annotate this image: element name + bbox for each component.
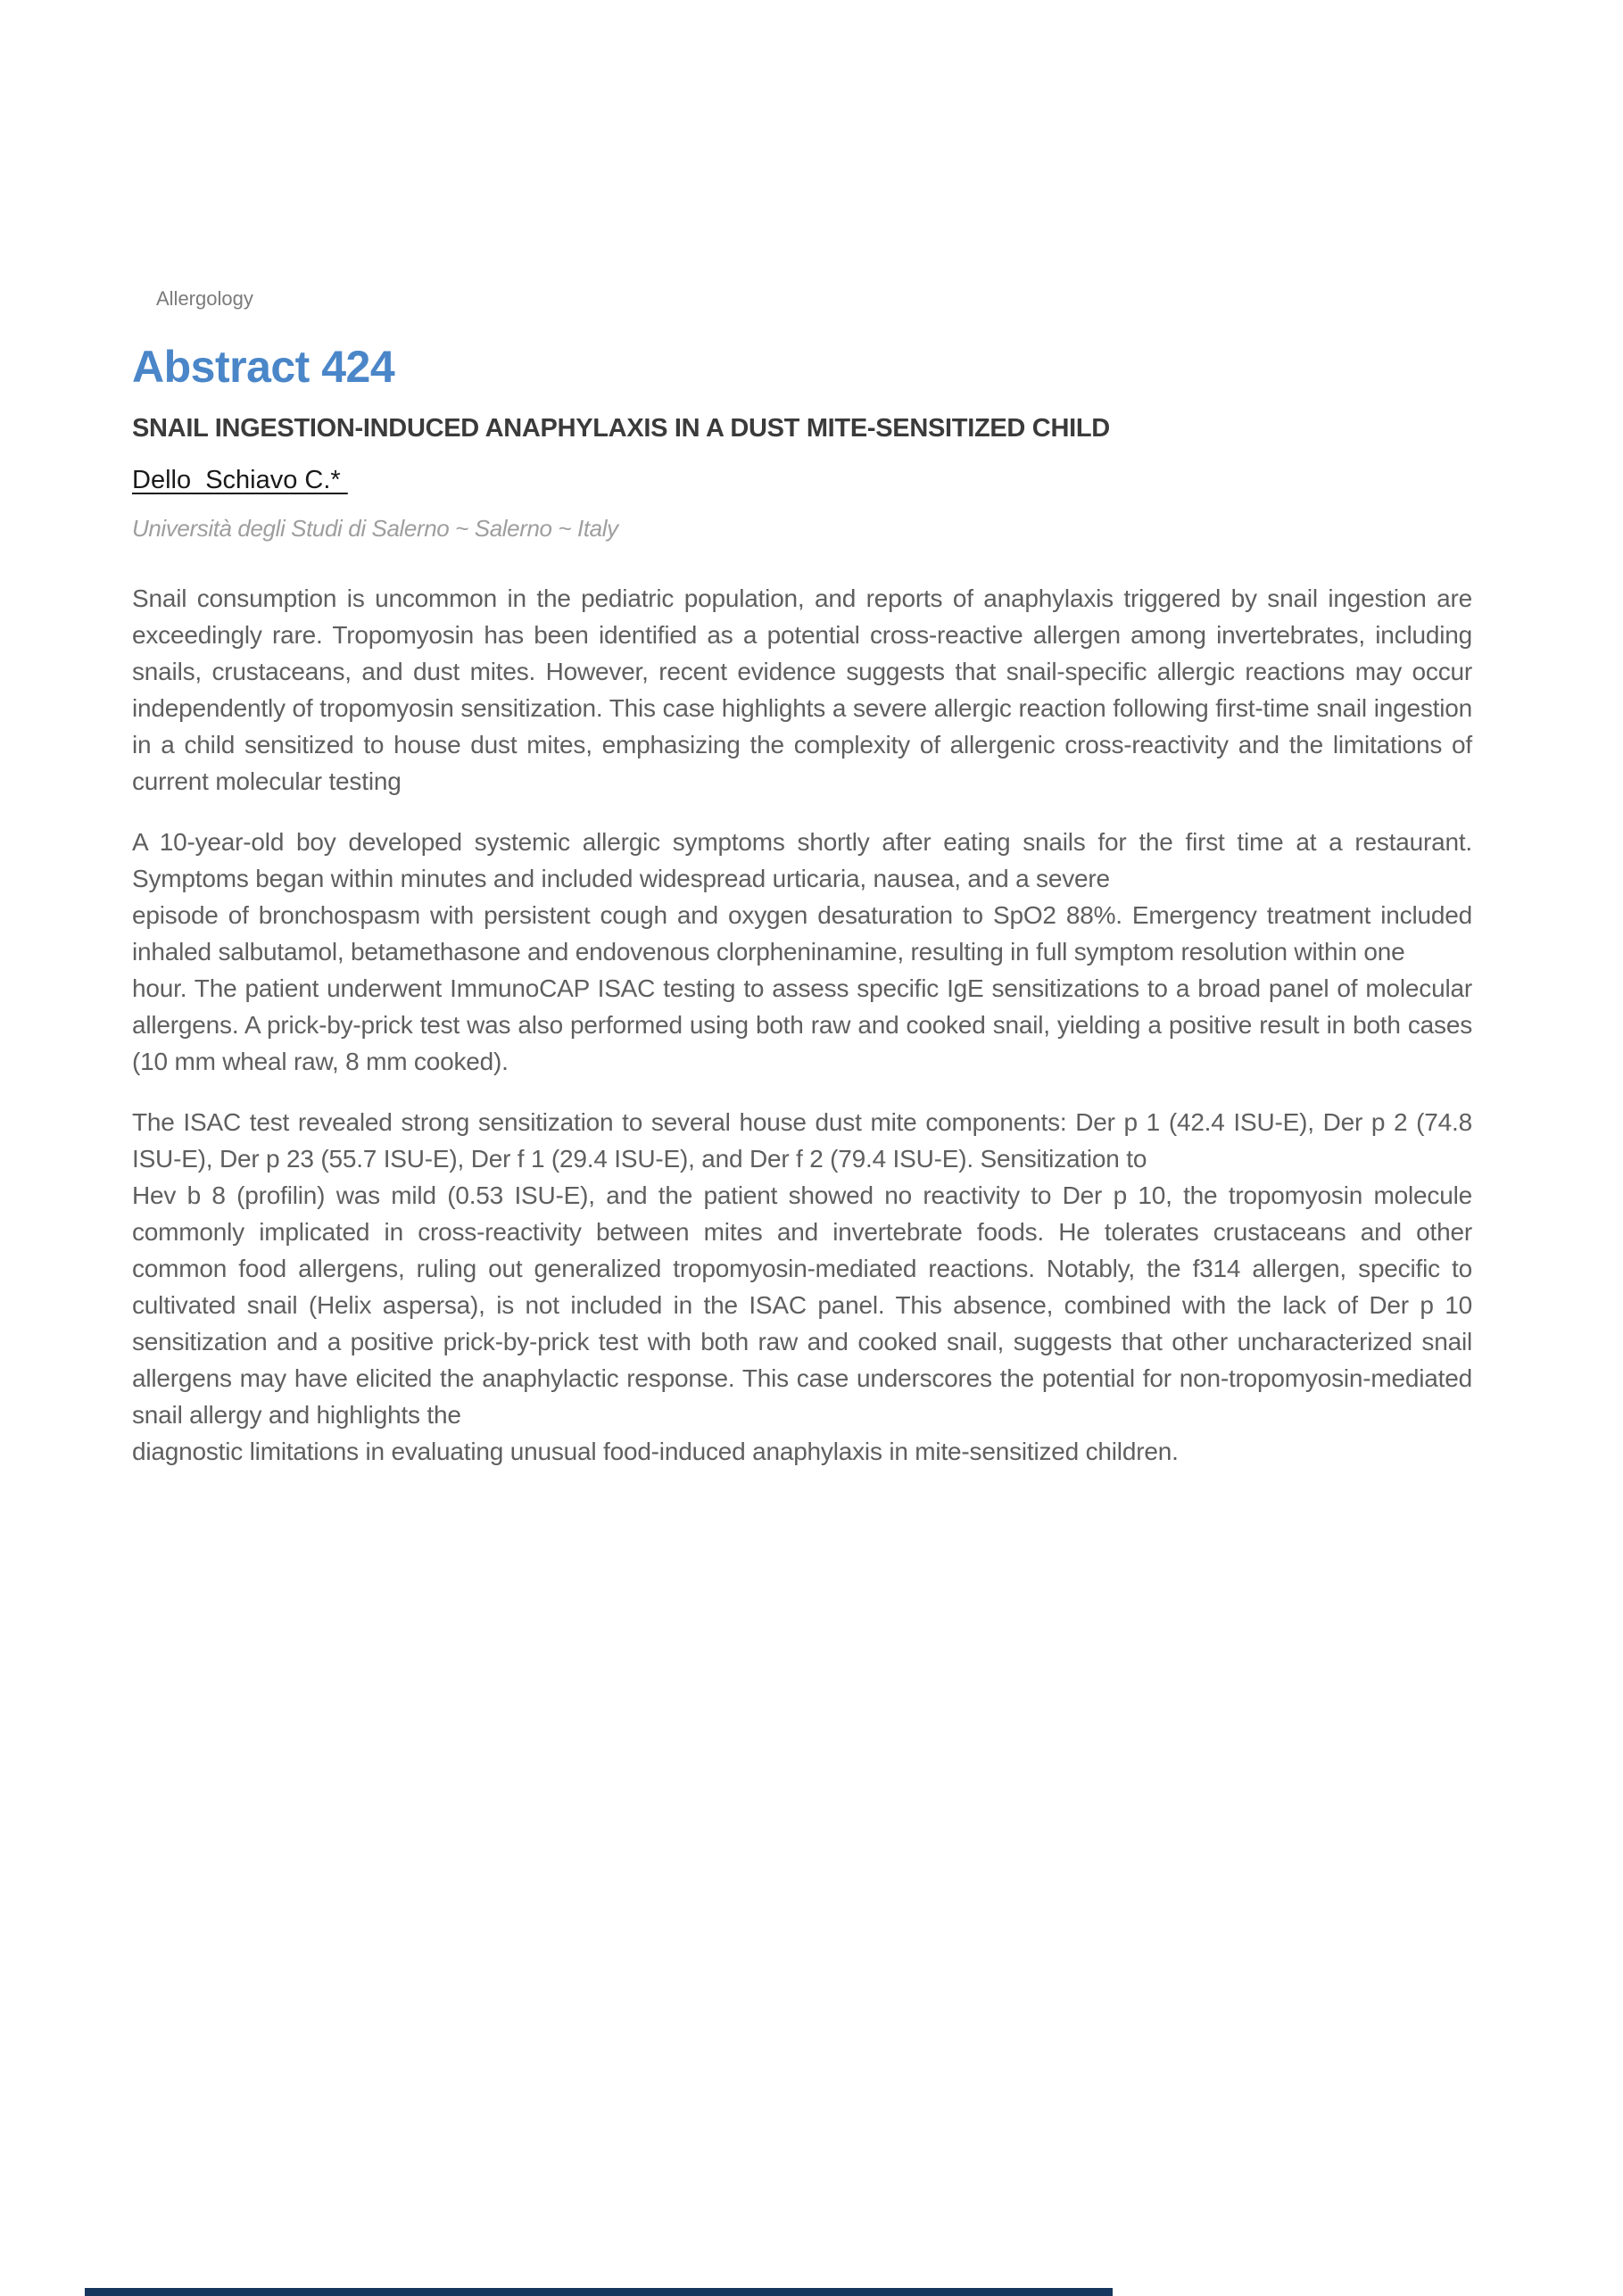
category-label: Allergology — [156, 287, 253, 310]
paragraph-case-description — [132, 824, 1472, 1080]
paragraph-background — [132, 580, 1472, 800]
paragraph-background-text: Snail consumption is uncommon in the pediatric population, and reports of anaphylaxis triggered by snail ingestion are exceedingly rare. Tropomyosin has been identified as a potential cross-reactive allergen among invertebrates, including snails, crustaceans, and dust mites. However, recent evidence suggests that snail-specific allergic reactions may occur independently of tropomyosin sensitization. This case highlights a severe allergic reaction following first-time snail ingestion in a child sensitized to house dust mites, emphasizing the complexity of allergenic cross-reactivity and the limitations of current molecular testing — [132, 584, 1472, 795]
footer-bar — [85, 2288, 1113, 2296]
paragraph-case-description-text-2: episode of bronchospasm with persistent cough and oxygen desaturation to SpO2 88%. Emergency treatment included inhaled salbutamol, betamethasone and endovenous clorpheninamine, resulting in full symptom resolution within one — [132, 901, 1472, 966]
author-line: Dello Schiavo C.* — [132, 466, 348, 494]
paragraph-case-description-text-3: hour. The patient underwent ImmunoCAP ISAC testing to assess specific IgE sensitizations to a broad panel of molecular allergens. A prick-by-prick test was also performed using both raw and cooked snail, yielding a positive result in both cases (10 mm wheal raw, 8 mm cooked). — [132, 974, 1472, 1075]
abstract-title: SNAIL INGESTION-INDUCED ANAPHYLAXIS IN A DUST MITE-SENSITIZED CHILD — [132, 414, 1110, 443]
paragraph-case-description-text-1: A 10-year-old boy developed systemic allergic symptoms shortly after eating snails for the first time at a restaurant. Symptoms began within minutes and included widespread urticaria, nausea, and a severe — [132, 828, 1472, 892]
affiliation-line: Università degli Studi di Salerno ~ Salerno ~ Italy — [132, 515, 618, 542]
paragraph-results-text-2: Hev b 8 (profilin) was mild (0.53 ISU-E), and the patient showed no reactivity to Der p 10, the tropomyosin molecule commonly implicated in cross-reactivity between mites and invertebrate foods. He tolerates crustaceans and other common food allergens, ruling out generalized tropomyosin-mediated reactions. Notably, the f314 allergen, specific to cultivated snail (Helix aspersa), is not included in the ISAC panel. This absence, combined with the lack of Der p 10 sensitization and a positive prick-by-prick test with both raw and cooked snail, suggests that other uncharacterized snail allergens may have elicited the anaphylactic response. This case underscores the potential for non-tropomyosin-mediated snail allergy and highlights the — [132, 1181, 1472, 1429]
paragraph-results-text-1: The ISAC test revealed strong sensitization to several house dust mite components: Der p 1 (42.4 ISU-E), Der p 2 (74.8 ISU-E), Der p 23 (55.7 ISU-E), Der f 1 (29.4 ISU-E), and Der f 2 (79.4 ISU-E). Sensitization to — [132, 1108, 1472, 1173]
abstract-number-heading: Abstract 424 — [132, 342, 395, 392]
paragraph-results — [132, 1104, 1472, 1470]
abstract-body — [132, 580, 1472, 1470]
paragraph-results-text-3: diagnostic limitations in evaluating unusual food-induced anaphylaxis in mite-sensitized children. — [132, 1438, 1179, 1465]
